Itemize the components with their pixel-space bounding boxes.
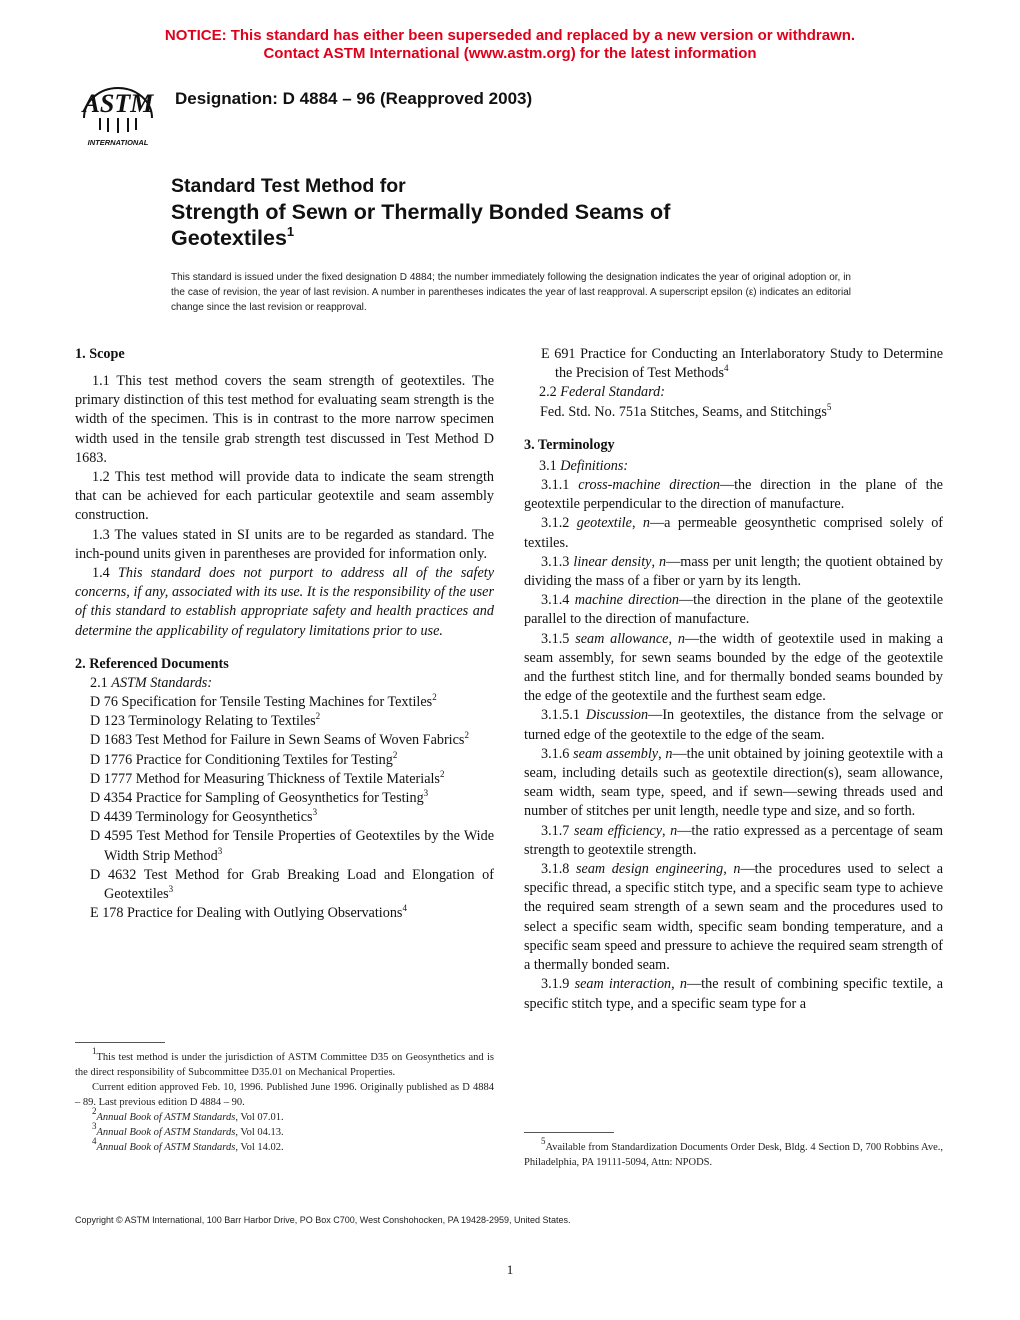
definition-number: 3.1.6 xyxy=(541,745,570,762)
issuance-note: This standard is issued under the fixed designation D 4884; the number immediately following the designation indicates the year of original adoption or, in the case of revision, the year of last revision. A number in parentheses indicates the year of last reapproval. A superscript epsilon (ε) indicates an editorial change since the last revision or reapproval. xyxy=(171,272,851,313)
definition-term: geotextile xyxy=(576,515,632,532)
definition-part-of-speech: n xyxy=(670,822,678,839)
definition-number: 3.1.3 xyxy=(541,553,570,570)
reference-item-sup: 2 xyxy=(432,692,437,703)
definition-term: seam efficiency xyxy=(573,822,662,839)
title-footnote-mark: 1 xyxy=(286,224,295,239)
definition-text: —the direction in the plane of the geotextile perpendicular to the direction of manufacture. xyxy=(524,477,943,513)
footnote xyxy=(75,1121,494,1140)
footnote-right xyxy=(524,1136,943,1170)
definition-number: 3.1.4 xyxy=(541,592,570,609)
footnote-mark: 4 xyxy=(92,1136,97,1146)
definition-entry xyxy=(524,591,943,629)
federal-subheading-label: Federal Standard: xyxy=(560,384,665,401)
definition-part-of-speech: n xyxy=(679,976,687,993)
federal-item-text: Fed. Std. No. 751a Stitches, Seams, and Stitchings xyxy=(540,403,827,420)
reference-item-text: D 4595 Test Method for Tensile Properties of Geotextiles by the Wide Width Strip Method xyxy=(90,828,494,864)
reference-item-text: D 123 Terminology Relating to Textiles xyxy=(90,713,316,730)
footnote xyxy=(75,1136,494,1155)
footnote xyxy=(75,1080,494,1110)
reference-item-text: E 178 Practice for Dealing with Outlying Observations xyxy=(90,905,403,922)
scope-paragraph-3: 1.3 The values stated in SI units are to be regarded as standard. The inch-pound units given in parentheses are provided for information only. xyxy=(75,526,494,562)
definition-number: 3.1.5 xyxy=(541,630,570,647)
footnote-text: , Vol 07.01. xyxy=(235,1112,284,1123)
footnotes-left xyxy=(75,1046,494,1155)
title-prefix: Standard Test Method for xyxy=(171,175,406,197)
definition-part-of-speech: n xyxy=(665,745,673,762)
reference-item xyxy=(75,770,494,789)
logo-subtext: INTERNATIONAL xyxy=(87,138,149,147)
reference-e691-sup: 4 xyxy=(723,363,729,374)
reference-item xyxy=(75,866,494,904)
footnote-mark: 1 xyxy=(92,1046,97,1056)
footnote-text: , Vol 14.02. xyxy=(235,1142,284,1153)
right-column xyxy=(524,345,943,1014)
definition-text: —mass per unit length; the quotient obtained by dividing the mass of a fiber or yarn by its length. xyxy=(524,553,944,590)
footnote-book-title: Annual Book of ASTM Standards xyxy=(96,1127,236,1138)
definition-number: 3.1.5.1 xyxy=(541,707,581,724)
definition-text: —the ratio expressed as a percentage of seam strength to geotextile strength. xyxy=(524,822,944,858)
reference-item-text: D 1777 Method for Measuring Thickness of Textile Materials xyxy=(90,770,440,787)
reference-item-sup: 4 xyxy=(402,903,407,914)
reference-item xyxy=(75,731,494,750)
definition-text: —the unit obtained by joining geotextile with a seam, including details such as geotextile direction(s), seam allowance, seam width, seam type, speed, and if sewn—sewing threads used and number of stitches per unit length, needle type and size, and so forth. xyxy=(524,745,944,820)
reference-item-text: D 76 Specification for Tensile Testing Machines for Textiles xyxy=(90,694,433,711)
document-title xyxy=(171,199,771,251)
scope-paragraph-4-number: 1.4 xyxy=(92,565,110,582)
subheading-number: 2.1 xyxy=(90,674,108,691)
footnote-text: This test method is under the jurisdiction of ASTM Committee D35 on Geosynthetics and is the direct responsibility of Subcommittee D35.01 on Mechanical Properties. xyxy=(75,1052,494,1078)
federal-item-sup: 5 xyxy=(826,401,832,412)
definition-entry: 3.1.5 seam allowance, n—the width of geotextile used in making a seam assembly, for sewn seams bounded by the edge of the geotextile and the furthest stitch line, and for thermally bonded seams bounded by the edge of the geotextile and the furthest seam edge. xyxy=(524,630,944,705)
footnote-mark: 3 xyxy=(92,1121,97,1131)
definition-text: —the result of combining specific textile, a specific stitch type, and a specific seam type for a xyxy=(524,976,944,1012)
definition-text: —the procedures used to select a specific thread, a specific stitch type, and a specific seam type to achieve the required seam strength of a sewn seam and the procedures used to select a specific seam width, specific seam bonding temperature, and a specific seam speed and pressure to achieve the required seam strength of a thermally bonded seam. xyxy=(524,861,943,974)
reference-item-sup: 3 xyxy=(423,788,429,799)
reference-item-sup: 2 xyxy=(315,711,321,722)
definition-part-of-speech: n xyxy=(733,861,741,878)
scope-paragraph-4-text: This standard does not purport to address all of the safety concerns, if any, associated with its use. It is the responsibility of the user of this standard to establish appropriate safety and health practices and determine the applicability of regulatory limitations prior to use. xyxy=(75,565,494,639)
scope-paragraph-2: 1.2 This test method will provide data to indicate the seam strength that can be achieved for each particular geotextile and seam assembly construction. xyxy=(75,469,494,524)
reference-item-sup: 2 xyxy=(464,730,469,741)
reference-item xyxy=(75,693,494,712)
definition-term: seam allowance xyxy=(575,630,669,647)
scope-paragraph-1: 1.1 This test method covers the seam strength of geotextiles. The primary distinction of this test method for evaluating seam strength is the width of the specimen. This is in contrast to the more narrow specimen width used in the tensile grab strength test discussed in Test Method D 1683. xyxy=(75,373,494,466)
definition-term: seam design engineering xyxy=(576,861,724,878)
definition-term: machine direction xyxy=(574,592,679,609)
definition-entry: 3.1.9 seam interaction, n—the result of combining specific textile, a specific stitch type, and a specific seam type for a xyxy=(524,976,944,1012)
definition-part-of-speech: n xyxy=(677,630,685,647)
footnote-text: Current edition approved Feb. 10, 1996. Published June 1996. Originally published as D 4884 – 89. Last previous edition D 4884 – 90. xyxy=(75,1082,494,1108)
footnote xyxy=(75,1106,494,1125)
scope-paragraph-4 xyxy=(75,564,494,641)
footnote-rule-left xyxy=(75,1042,165,1043)
definition-entry xyxy=(524,706,943,744)
reference-list xyxy=(75,693,494,923)
section-heading-referenced: 2. Referenced Documents xyxy=(75,655,229,672)
footnote xyxy=(75,1046,494,1080)
reference-item xyxy=(75,751,494,770)
reference-item-text: D 4354 Practice for Sampling of Geosynthetics for Testing xyxy=(90,790,424,807)
designation: Designation: D 4884 – 96 (Reapproved 2003) xyxy=(175,89,533,108)
footnote-5-text: Available from Standardization Documents Order Desk, Bldg. 4 Section D, 700 Robbins Ave., Philadelphia, PA 19111-5094, Attn: NPODS. xyxy=(524,1142,943,1168)
definition-term: Discussion xyxy=(585,707,649,724)
reference-item-text: D 1776 Practice for Conditioning Textiles for Testing xyxy=(90,751,393,768)
definition-term: linear density xyxy=(573,553,652,570)
definitions-label: Definitions: xyxy=(560,457,629,474)
definition-number: 3.1.2 xyxy=(541,515,570,532)
definitions-number: 3.1 xyxy=(539,457,557,474)
reference-item-sup: 3 xyxy=(217,845,223,856)
definition-number: 3.1.9 xyxy=(541,976,570,993)
definition-part-of-speech: n xyxy=(642,515,650,532)
astm-logo-icon xyxy=(76,78,160,150)
reference-item xyxy=(75,712,494,731)
reference-e691-text: E 691 Practice for Conducting an Interlaboratory Study to Determine the Precision of Test Methods xyxy=(541,346,943,382)
definition-text: —the width of geotextile used in making a seam assembly, for sewn seams bounded by the edge of the geotextile and the furthest stitch line, and for thermally bonded seams bounded by the edge of the geotextile and the furthest seam edge. xyxy=(524,630,944,705)
definition-number: 3.1.7 xyxy=(541,822,570,839)
subheading-label: ASTM Standards: xyxy=(111,674,213,691)
reference-item-sup: 2 xyxy=(439,768,445,779)
title-main-text: Strength of Sewn or Thermally Bonded Seams of Geotextiles xyxy=(171,200,671,250)
definition-entry xyxy=(524,476,943,514)
reference-item xyxy=(75,904,494,923)
definition-term: seam interaction xyxy=(574,976,672,993)
definition-entry: 3.1.8 seam design engineering, n—the procedures used to select a specific thread, a specific stitch type, and a specific seam type to achieve the required seam strength of a sewn seam and the procedures used to select a specific seam width, specific seam bonding temperature, and a specific seam speed and pressure to achieve the required seam strength of a thermally bonded seam. xyxy=(524,861,943,974)
copyright-line: Copyright © ASTM International, 100 Barr Harbor Drive, PO Box C700, West Conshohocken, PA 19428-2959, United States. xyxy=(75,1215,571,1225)
withdrawal-notice xyxy=(0,27,1020,63)
astm-standards-subheading xyxy=(75,674,494,693)
footnote-book-title: Annual Book of ASTM Standards xyxy=(96,1112,236,1123)
terminology-list xyxy=(524,476,943,1014)
federal-standard-item xyxy=(524,403,943,422)
section-heading-scope: 1. Scope xyxy=(75,346,125,362)
footnote-text: , Vol 04.13. xyxy=(235,1127,284,1138)
footnote-mark: 2 xyxy=(92,1106,97,1116)
notice-line-1: NOTICE: This standard has either been superseded and replaced by a new version or withdrawn. xyxy=(164,27,856,44)
reference-item xyxy=(75,827,494,865)
notice-line-2: Contact ASTM International (www.astm.org) for the latest information xyxy=(263,45,757,62)
definition-part-of-speech: n xyxy=(659,553,667,570)
definition-text: —a permeable geosynthetic comprised solely of textiles. xyxy=(524,515,944,551)
definition-number: 3.1.1 xyxy=(541,477,570,494)
federal-standard-subheading xyxy=(524,383,943,402)
definition-text: —the direction in the plane of the geotextile parallel to the direction of manufacture. xyxy=(524,592,943,628)
footnote-rule-right xyxy=(524,1132,614,1133)
definition-text: —In geotextiles, the distance from the selvage or turned edge of the geotextile to the edge of the seam. xyxy=(524,707,943,743)
section-heading-terminology: 3. Terminology xyxy=(524,436,615,453)
definition-entry: 3.1.3 linear density, n—mass per unit length; the quotient obtained by dividing the mass of a fiber or yarn by its length. xyxy=(524,553,944,590)
reference-item-text: D 4632 Test Method for Grab Breaking Load and Elongation of Geotextiles xyxy=(90,866,494,903)
federal-subheading-number: 2.2 xyxy=(539,384,557,401)
definition-term: cross-machine direction xyxy=(578,477,720,494)
definitions-subheading xyxy=(524,457,943,476)
reference-item-sup: 2 xyxy=(392,749,398,760)
logo-letters: ASTM xyxy=(82,89,154,118)
footnote-5-mark: 5 xyxy=(541,1136,546,1146)
definition-number: 3.1.8 xyxy=(541,861,570,878)
reference-item-text: D 4439 Terminology for Geosynthetics xyxy=(90,809,313,826)
reference-item xyxy=(75,789,494,808)
reference-item-sup: 3 xyxy=(168,884,174,895)
reference-item xyxy=(75,808,494,827)
reference-item-text: D 1683 Test Method for Failure in Sewn Seams of Woven Fabrics xyxy=(90,732,465,749)
definition-entry: 3.1.7 seam efficiency, n—the ratio expressed as a percentage of seam strength to geotextile strength. xyxy=(524,822,944,858)
reference-item-sup: 3 xyxy=(312,807,318,818)
left-column xyxy=(75,345,494,923)
reference-e691 xyxy=(524,345,943,383)
definition-term: seam assembly xyxy=(573,745,659,762)
footnote-book-title: Annual Book of ASTM Standards xyxy=(96,1142,236,1153)
definition-entry: 3.1.2 geotextile, n—a permeable geosynthetic comprised solely of textiles. xyxy=(524,515,944,551)
definition-entry: 3.1.6 seam assembly, n—the unit obtained by joining geotextile with a seam, including details such as geotextile direction(s), seam allowance, seam width, seam type, speed, and if sewn—sewing threads used and number of stitches per unit length, needle type and size, and so forth. xyxy=(524,745,944,820)
page-number: 1 xyxy=(506,1262,514,1277)
